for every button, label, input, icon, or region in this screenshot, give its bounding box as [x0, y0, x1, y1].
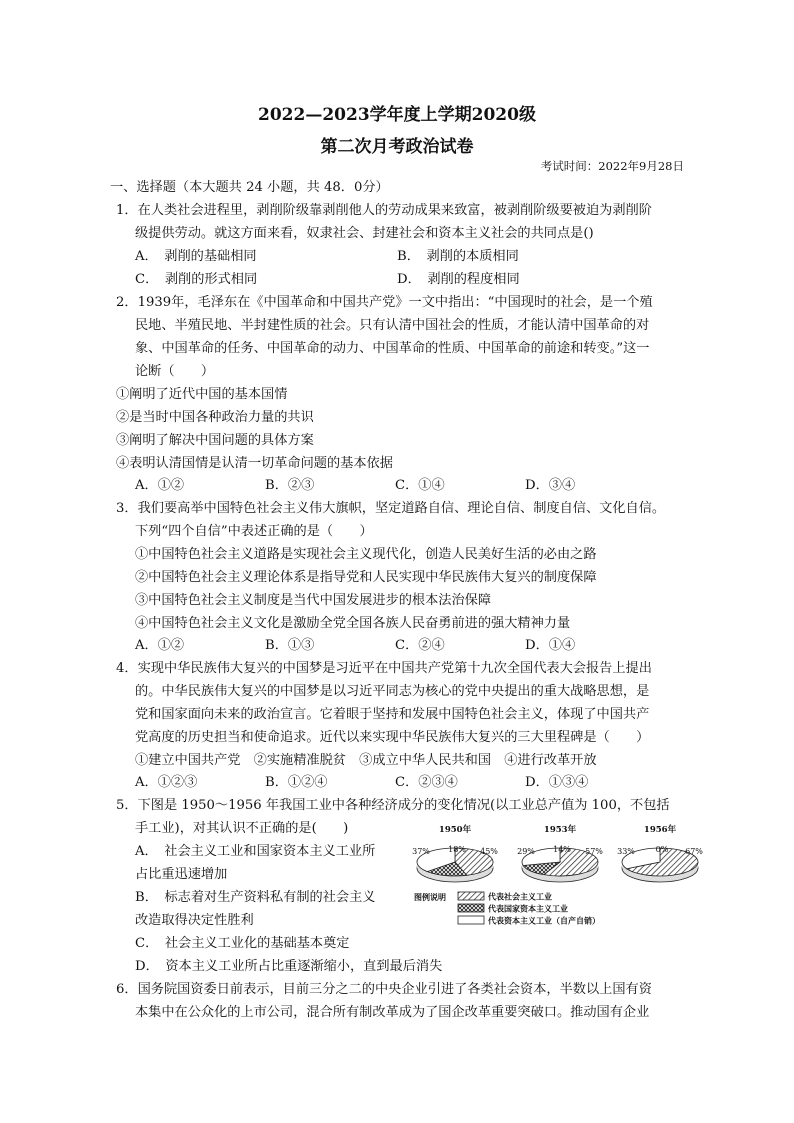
q5-option-a-line1: A． 社会主义工业和国家资本主义工业所 [135, 844, 376, 859]
legend-title: 图例说明 [414, 892, 446, 902]
q3-option-c: C．②④ [395, 638, 445, 653]
pie-title: 1956年 [643, 825, 677, 835]
economy-composition-pie-charts [410, 822, 710, 934]
q5-option-b-line2: 改造取得决定性胜利 [135, 913, 254, 928]
q2-option-a: A．①② [135, 478, 185, 493]
pie-2 [517, 824, 603, 882]
pie-label-state-capitalist: 0% [655, 845, 669, 854]
q2-stem-line4: 论断（ ） [135, 364, 215, 379]
pie-label-state-capitalist: 18% [448, 845, 466, 854]
pie-1 [412, 824, 498, 882]
q3-option-d: D．①④ [525, 638, 576, 653]
q2-options [135, 476, 655, 496]
pie-label-capitalist: 33% [617, 847, 635, 856]
q2-option-c: C．①④ [395, 478, 445, 493]
pie-title: 1953年 [543, 825, 577, 835]
legend-swatch [458, 904, 484, 912]
legend-label: 代表资本主义工业（自产自销） [488, 915, 600, 926]
q6-stem-line2: 本集中在公众化的上市公司，混合所有制改革成为了国企改革重要突破口。推动国有企业 [135, 1005, 650, 1020]
q2-stem-line2: 民地、半殖民地、半封建性质的社会。只有认清中国社会的性质，才能认清中国革命的对 [135, 318, 650, 333]
q3-item-2: ②中国特色社会主义理论体系是指导党和人民实现中华民族伟大复兴的制度保障 [135, 570, 597, 585]
pie-label-capitalist: 37% [412, 847, 430, 856]
pie-title: 1950年 [438, 825, 472, 835]
q5-stem-line2: 手工业)，对其认识不正确的是( ) [135, 821, 349, 836]
pie-label-socialist: 57% [585, 847, 603, 856]
q5-stem-line1: 5．下图是 1950～1956 年我国工业中各种经济成分的变化情况(以工业总产值为 100，不包括 [116, 798, 670, 813]
section-heading: 一、选择题（本大题共 24 小题，共 48．0分） [110, 180, 389, 195]
q5-option-b-line1: B． 标志着对生产资料私有制的社会主义 [135, 890, 376, 905]
pie-label-socialist: 45% [480, 847, 498, 856]
q1-options-row1 [135, 247, 659, 267]
q2-stem-line1: 2．1939年，毛泽东在《中国革命和中国共产党》一文中指出：“中国现时的社会，是一个殖 [116, 295, 653, 310]
q1-stem-line2: 级提供劳动。就这方面来看，奴隶社会、封建社会和资本主义社会的共同点是() [135, 226, 594, 241]
q4-stem-line2: 的。中华民族伟大复兴的中国梦是以习近平同志为核心的党中央提出的重大战略思想，是 [135, 684, 650, 699]
q4-stem-line1: 4．实现中华民族伟大复兴的中国梦是习近平在中国共产党第十九次全国代表大会报告上提出 [116, 661, 652, 676]
q2-item-2: ②是当时中国各种政治力量的共识 [116, 410, 314, 425]
q3-option-a: A．①② [135, 638, 185, 653]
q5-option-d: D． 资本主义工业所占比重逐渐缩小，直到最后消失 [135, 959, 443, 974]
pie-label-state-capitalist: 14% [553, 845, 571, 854]
q3-item-4: ④中国特色社会主义文化是激励全党全国各族人民奋勇前进的强大精神力量 [135, 616, 571, 631]
q6-stem-line1: 6．国务院国资委日前表示，目前三分之二的中央企业引进了各类社会资本，半数以上国有资 [116, 982, 652, 997]
q1-option-a: A． 剥削的基础相同 [135, 249, 257, 264]
q3-stem-line1: 3．我们要高举中国特色社会主义伟大旗帜，坚定道路自信、理论自信、制度自信、文化自信。 [116, 501, 666, 516]
pie-label-socialist: 67% [685, 847, 703, 856]
q2-item-3: ③阐明了解决中国问题的具体方案 [116, 433, 314, 448]
exam-time: 考试时间：2022年9月28日 [540, 159, 684, 173]
q1-option-c: C． 剥削的形式相同 [135, 272, 258, 287]
legend-swatch [458, 892, 484, 900]
q1-option-b: B． 剥削的本质相同 [397, 249, 519, 264]
q1-stem-line1: 1．在人类社会进程里，剥削阶级靠剥削他人的劳动成果来致富，被剥削阶级要被迫为剥削阶 [116, 203, 652, 218]
q4-stem-line3: 党和国家面向未来的政治宣言。它着眼于坚持和发展中国特色社会主义，体现了中国共产 [135, 707, 650, 722]
q4-stem-line4: 党高度的历史担当和使命追求。近代以来实现中华民族伟大复兴的三大里程碑是（ ） [135, 730, 650, 745]
q3-stem-line2: 下列“四个自信”中表述正确的是（ ） [135, 524, 373, 539]
q3-item-3: ③中国特色社会主义制度是当代中国发展进步的根本法治保障 [135, 593, 492, 608]
q4-items: ①建立中国共产党 ②实施精准脱贫 ③成立中华人民共和国 ④进行改革开放 [135, 753, 597, 768]
exam-title-line1: 2022—2023学年度上学期2020级 [258, 105, 536, 125]
q5-option-c: C． 社会主义工业化的基础基本奠定 [135, 936, 350, 951]
pie-3 [617, 824, 703, 882]
exam-title-line2: 第二次月考政治试卷 [320, 137, 474, 157]
q3-options [135, 636, 655, 656]
legend-label: 代表国家资本主义工业 [488, 903, 568, 914]
q5-option-a-line2: 占比重迅速增加 [135, 867, 228, 882]
q4-options [135, 773, 655, 793]
q2-option-b: B．②③ [265, 478, 315, 493]
q4-option-b: B．①②④ [265, 775, 328, 790]
q3-item-1: ①中国特色社会主义道路是实现社会主义现代化，创造人民美好生活的必由之路 [135, 547, 597, 562]
q1-option-d: D． 剥削的程度相同 [397, 272, 520, 287]
q2-item-4: ④表明认清国情是认清一切革命问题的基本依据 [116, 456, 393, 471]
q3-option-b: B．①③ [265, 638, 315, 653]
q4-option-c: C．②③④ [395, 775, 458, 790]
pie-label-capitalist: 29% [517, 847, 535, 856]
q2-option-d: D．③④ [525, 478, 576, 493]
q2-stem-line3: 象、中国革命的任务、中国革命的动力、中国革命的性质、中国革命的前途和转变。”这一 [135, 341, 650, 356]
q4-option-d: D．①③④ [525, 775, 589, 790]
legend-swatch [458, 916, 484, 924]
q2-item-1: ①阐明了近代中国的基本国情 [116, 387, 288, 402]
q4-option-a: A．①②③ [135, 775, 198, 790]
q1-options-row2 [135, 270, 659, 290]
legend-label: 代表社会主义工业 [488, 891, 552, 902]
